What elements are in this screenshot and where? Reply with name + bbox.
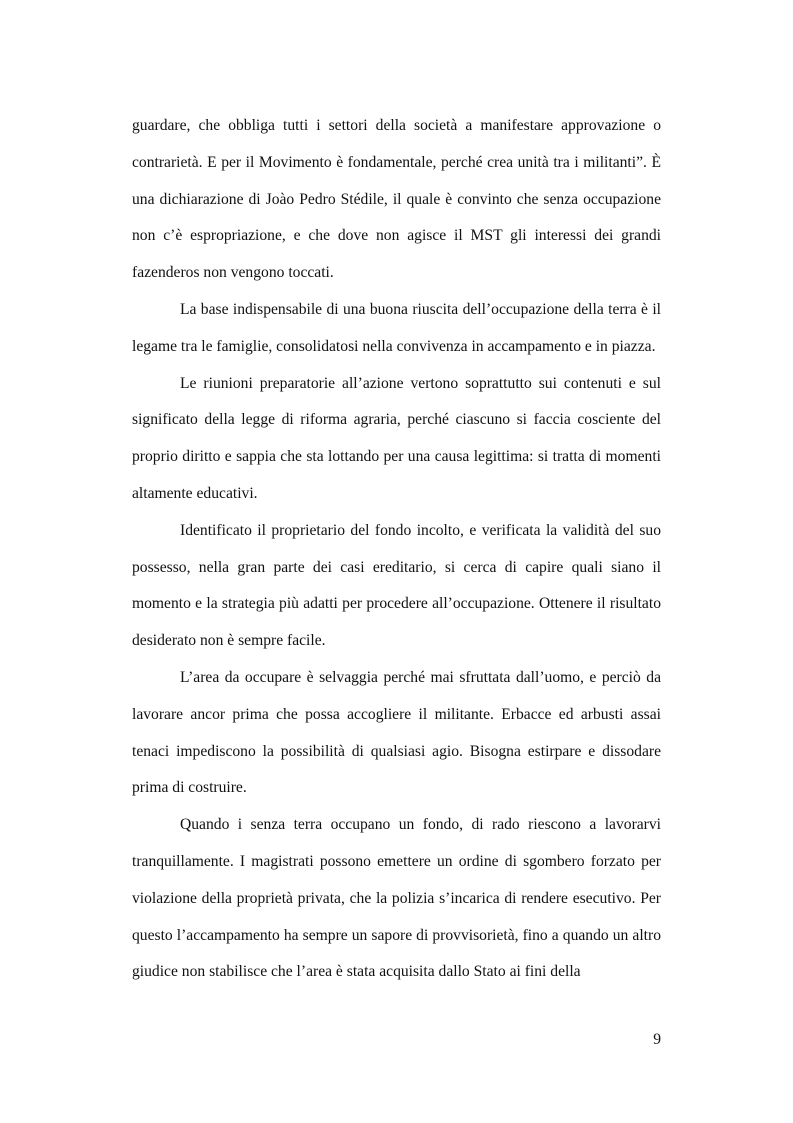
paragraph-preparatory-meetings: Le riunioni preparatorie all’azione vertono soprattutto sui contenuti e sul significato della legge di riforma agraria, perché ciascuno si faccia cosciente del proprio diritto e sappia che sta lottando per una causa legittima: si tratta di momenti altamente educativi.	[132, 374, 661, 502]
paragraph-family-bond: La base indispensabile di una buona riuscita dell’occupazione della terra è il legame tra le famiglie, consolidatosi nella convivenza in accampamento e in piazza.	[132, 300, 661, 355]
page-body	[132, 108, 661, 991]
paragraph-continued: guardare, che obbliga tutti i settori della società a manifestare approvazione o contrarietà. E per il Movimento è fondamentale, perché crea unità tra i militanti”. È una dichiarazione di Joào Pedro Stédile, il quale è convinto che senza occupazione non c’è espropriazione, e che dove non agisce il MST gli interessi dei grandi fazenderos non vengono toccati.	[132, 117, 661, 282]
paragraph-owner-identified: Identificato il proprietario del fondo incolto, e verificata la validità del suo possesso, nella gran parte dei casi ereditario, si cerca di capire quali siano il momento e la strategia più adatti per procedere all’occupazione. Ottenere il risultato desiderato non è sempre facile.	[132, 521, 661, 650]
paragraph-wild-area: L’area da occupare è selvaggia perché mai sfruttata dall’uomo, e perciò da lavorare ancor prima che possa accogliere il militante. Erbacce ed arbusti assai tenaci impediscono la possibilità di qualsiasi agio. Bisogna estirpare e dissodare prima di costruire.	[132, 668, 661, 797]
page-number: 9	[653, 1031, 661, 1048]
paragraph-eviction: Quando i senza terra occupano un fondo, di rado riescono a lavorarvi tranquillamente. I magistrati possono emettere un ordine di sgombero forzato per violazione della proprietà privata, che la polizia s’incarica di rendere esecutivo. Per questo l’accampamento ha sempre un sapore di provvisorietà, fino a quando un altro giudice non stabilisce che l’area è stata acquisita dallo Stato ai fini della	[132, 816, 661, 981]
